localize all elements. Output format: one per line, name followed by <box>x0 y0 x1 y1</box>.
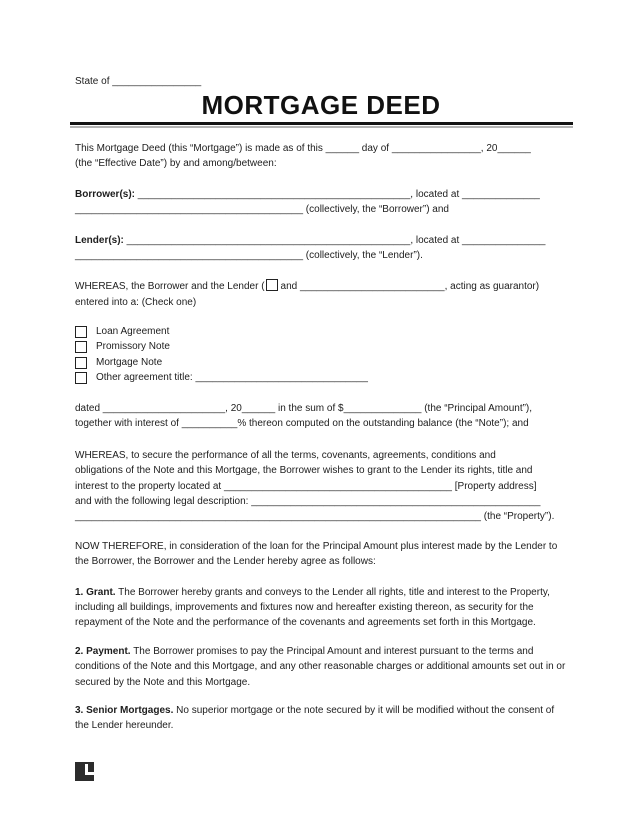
lender-label: Lender(s): <box>75 235 124 247</box>
title-rule-gray-line <box>70 126 573 128</box>
section-grant-heading: 1. Grant. <box>75 586 116 598</box>
guarantor-checkbox[interactable] <box>266 279 278 291</box>
lender-line-2: _________________________________________ (collectively, the “Lender”). <box>75 250 423 262</box>
borrower-label: Borrower(s): <box>75 188 136 200</box>
note-details-paragraph <box>75 401 567 431</box>
borrower-line-1 <box>75 187 567 202</box>
checklist-item-loan-agreement <box>75 324 567 340</box>
lender-paragraph <box>75 233 567 263</box>
guarantor-line-1-before: WHEREAS, the Borrower and the Lender ( <box>75 281 265 293</box>
now-therefore-paragraph: NOW THEREFORE, in consideration of the loan for the Principal Amount plus interest made by the Lender to the Borrower, the Borrower and the Lender hereby agree as follows: <box>75 541 558 568</box>
guarantor-paragraph <box>75 279 567 309</box>
intro-paragraph <box>75 141 567 171</box>
checklist-item-label: Mortgage Note <box>96 356 163 368</box>
section-payment <box>75 644 567 690</box>
lender-line-1-blanks: ___________________________________________________, located at _______________ <box>123 235 546 247</box>
whereas-property-line-1: WHEREAS, to secure the performance of all the terms, covenants, agreements, conditions and <box>75 450 496 462</box>
loan-agreement-checkbox[interactable] <box>75 326 87 338</box>
section-payment-body: The Borrower promises to pay the Principal Amount and interest pursuant to the terms and conditions of the Note and this Mortgage, and any other reasonable charges or additional amounts set out in or secured by the Note and this Mortgage. <box>75 646 566 688</box>
borrower-paragraph <box>75 187 567 217</box>
section-senior-mortgages-heading: 3. Senior Mortgages. <box>75 704 174 716</box>
guarantor-line-2: entered into a: (Check one) <box>75 296 197 308</box>
whereas-property-paragraph <box>75 448 567 524</box>
checklist-item-mortgage-note <box>75 355 567 371</box>
lender-line-1 <box>75 233 567 248</box>
logo-l-horizontal-stroke <box>85 772 94 775</box>
title-rule-black-line <box>70 122 573 125</box>
borrower-line-2: _________________________________________ (collectively, the “Borrower”) and <box>75 203 449 215</box>
mortgage-note-checkbox[interactable] <box>75 357 87 369</box>
whereas-property-line-2: obligations of the Note and this Mortgage, the Borrower wishes to grant to the Lender its rights, title and <box>75 465 533 477</box>
borrower-line-1-blanks: _________________________________________________, located at ______________ <box>135 188 540 200</box>
title-rule <box>70 122 573 128</box>
intro-line-1: This Mortgage Deed (this “Mortgage”) is made as of this ______ day of ________________, 20______ <box>75 143 531 155</box>
section-senior-mortgages-body: No superior mortgage or the note secured by it will be modified without the consent of the Lender hereunder. <box>75 704 555 732</box>
page-title: MORTGAGE DEED <box>201 90 441 121</box>
section-payment-heading: 2. Payment. <box>75 646 131 658</box>
section-senior-mortgages <box>75 703 567 733</box>
whereas-property-line-5: _________________________________________________________________________ (the “Property”). <box>75 511 555 523</box>
whereas-property-line-3: interest to the property located at _________________________________________ [Property address] <box>75 480 537 492</box>
section-grant <box>75 585 567 631</box>
agreement-checklist <box>75 324 567 386</box>
checklist-item-promissory-note <box>75 339 567 355</box>
promissory-note-checkbox[interactable] <box>75 341 87 353</box>
note-details-line-1: dated ______________________, 20______ in the sum of $______________ (the “Principal Amount”), <box>75 402 533 414</box>
intro-line-2: (the “Effective Date”) by and among/between: <box>75 158 277 170</box>
checklist-item-label: Loan Agreement <box>96 325 170 337</box>
section-grant-body: The Borrower hereby grants and conveys to the Lender all rights, title and interest to the Property, including all buildings, improvements and fixtures now and hereafter existing thereon, as security for the repayment of the Note and the performance of the covenants and agreements set forth in this Mortgage. <box>75 586 550 629</box>
state-of-line: State of ________________ <box>75 76 202 87</box>
checklist-item-label: Promissory Note <box>96 341 170 353</box>
guarantor-line-1-after: and __________________________, acting as guarantor) <box>280 281 540 293</box>
legal-templates-logo-icon <box>75 762 94 781</box>
other-agreement-checkbox[interactable] <box>75 372 87 384</box>
note-details-line-2: together with interest of __________% thereon computed on the outstanding balance (the “Note”); and <box>75 418 529 430</box>
guarantor-line-1 <box>75 279 567 294</box>
checklist-item-label: Other agreement title: _______________________________ <box>96 372 368 384</box>
checklist-item-other-agreement <box>75 370 567 386</box>
whereas-property-line-4: and with the following legal description: ____________________________________________________ <box>75 495 541 507</box>
